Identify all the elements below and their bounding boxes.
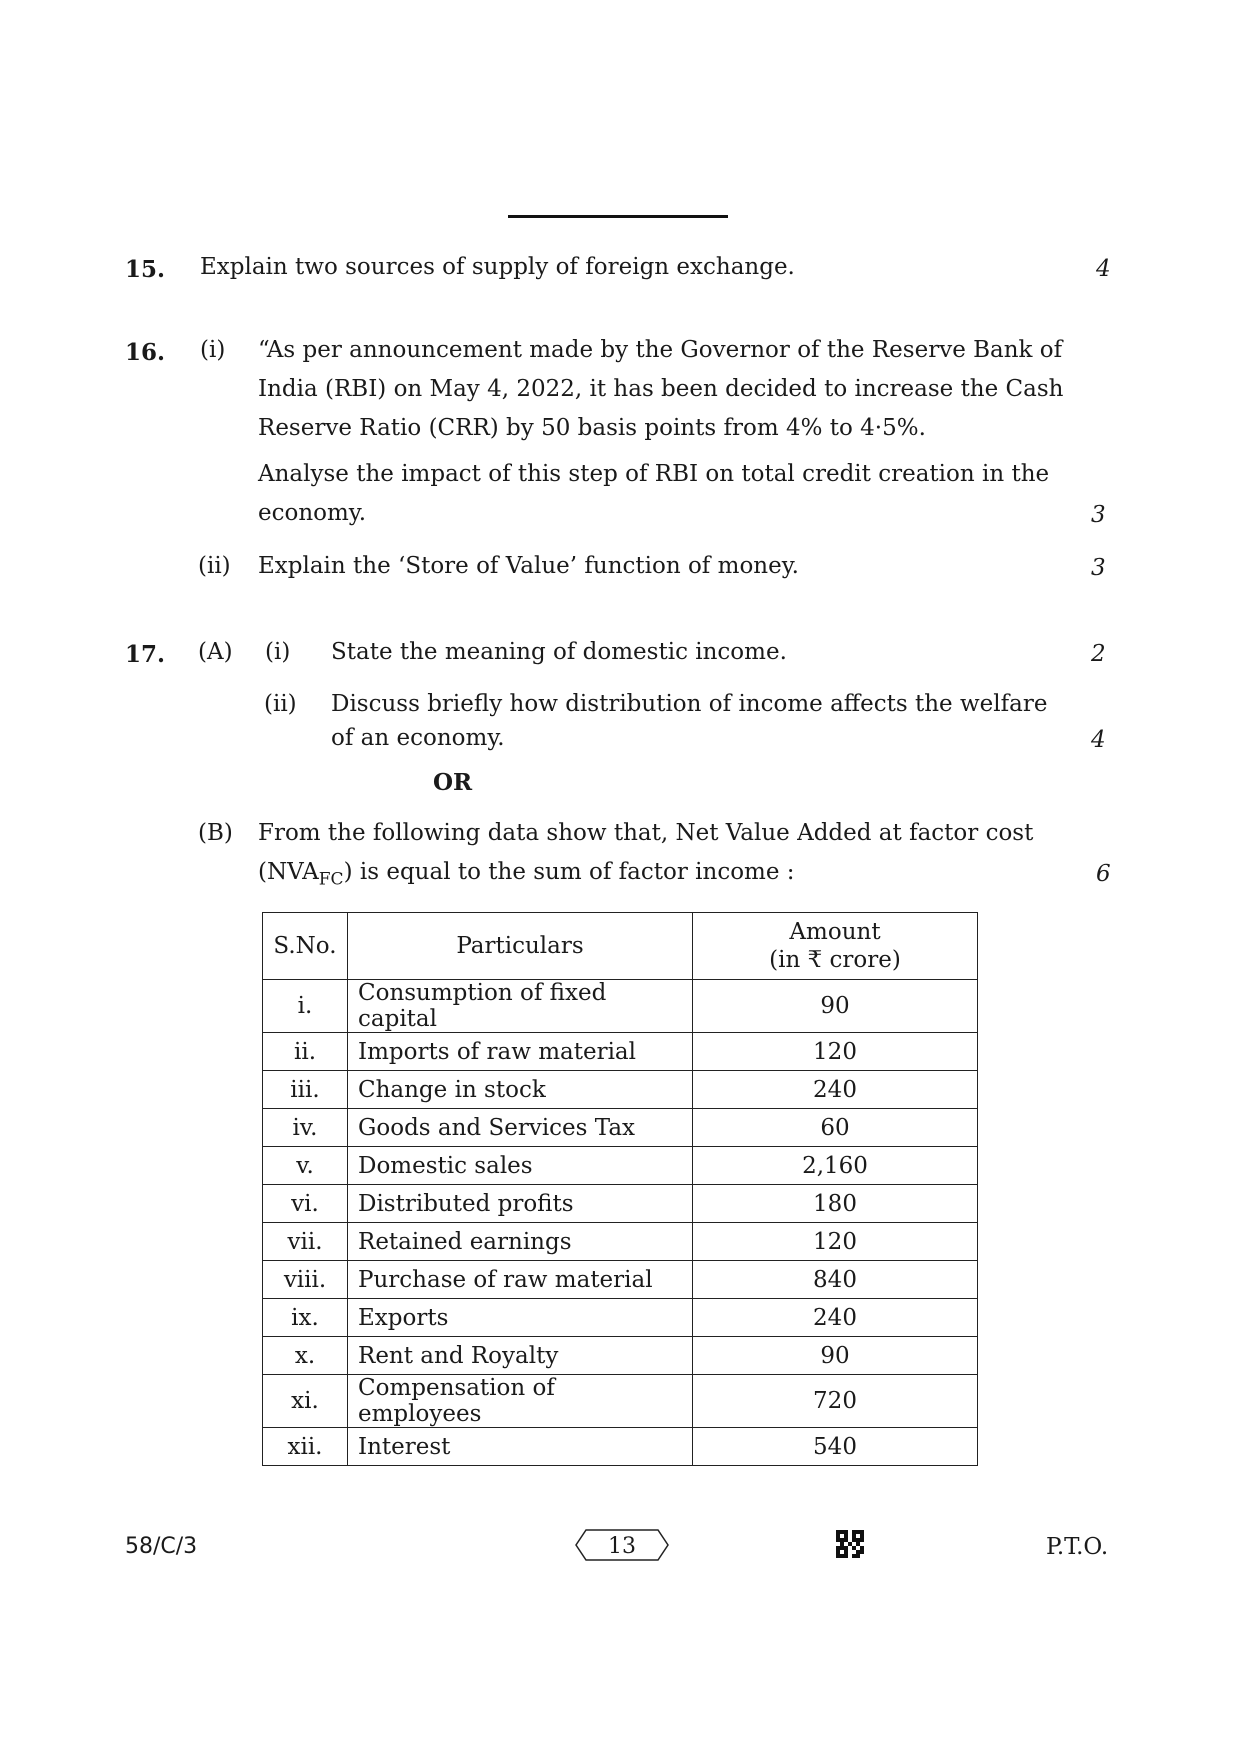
row-sno: vii.: [263, 1223, 348, 1261]
row-amount: 60: [693, 1109, 978, 1147]
row-sno: xii.: [263, 1428, 348, 1466]
question-17-b-line-2: [258, 861, 795, 889]
table-row: [263, 1375, 978, 1428]
question-17-a-i-marks: 2: [1091, 641, 1106, 667]
table-row: [263, 1185, 978, 1223]
qr-code-icon: [836, 1530, 864, 1558]
header-amount: [693, 913, 978, 980]
qr-module: [860, 1554, 864, 1558]
question-17-a-ii-line-2: of an economy.: [331, 725, 505, 751]
row-particular: Exports: [348, 1299, 693, 1337]
question-16-i-marks: 3: [1091, 502, 1106, 528]
row-sno: v.: [263, 1147, 348, 1185]
header-amount-line-1: Amount: [789, 919, 881, 945]
row-amount: 120: [693, 1223, 978, 1261]
row-amount: 90: [693, 980, 978, 1033]
question-17-b-line-1: From the following data show that, Net Value Added at factor cost: [258, 820, 1034, 846]
row-particular: Goods and Services Tax: [348, 1109, 693, 1147]
table-row: [263, 980, 978, 1033]
table-row: [263, 1428, 978, 1466]
question-16-i-line-1: “As per announcement made by the Governor of the Reserve Bank of: [258, 337, 1063, 363]
nva-subscript: FC: [318, 869, 344, 890]
table-row: [263, 1071, 978, 1109]
table-row: [263, 1109, 978, 1147]
question-16-ii-marks: 3: [1091, 555, 1106, 581]
question-17-b-marks: 6: [1096, 861, 1111, 887]
table-row: [263, 1147, 978, 1185]
row-sno: iii.: [263, 1071, 348, 1109]
row-sno: i.: [263, 980, 348, 1033]
nva-suffix: ) is equal to the sum of factor income :: [343, 859, 795, 885]
row-amount: 120: [693, 1033, 978, 1071]
row-sno: xi.: [263, 1375, 348, 1428]
header-amount-line-2: (in ₹ crore): [769, 947, 901, 973]
row-sno: x.: [263, 1337, 348, 1375]
question-number-16: 16.: [125, 339, 166, 366]
row-particular: Domestic sales: [348, 1147, 693, 1185]
header-particulars: Particulars: [348, 913, 693, 980]
question-17-a-ii-line-1: Discuss briefly how distribution of income affects the welfare: [331, 691, 1048, 717]
question-17-a-i-text: State the meaning of domestic income.: [331, 639, 787, 665]
row-sno: ix.: [263, 1299, 348, 1337]
pto-label: P.T.O.: [1046, 1534, 1109, 1560]
question-16-part-ii-label: (ii): [198, 553, 231, 579]
question-17-a-ii-marks: 4: [1091, 727, 1106, 753]
question-15-marks: 4: [1096, 256, 1111, 282]
question-17-part-b-label: (B): [198, 820, 233, 846]
row-amount: 240: [693, 1299, 978, 1337]
question-number-17: 17.: [125, 641, 166, 668]
question-17-part-a-label: (A): [198, 639, 233, 665]
row-sno: iv.: [263, 1109, 348, 1147]
row-particular: Purchase of raw material: [348, 1261, 693, 1299]
question-16-part-i-label: (i): [200, 337, 226, 363]
row-amount: 90: [693, 1337, 978, 1375]
table-row: [263, 1337, 978, 1375]
row-sno: vi.: [263, 1185, 348, 1223]
row-amount: 240: [693, 1071, 978, 1109]
row-particular: Interest: [348, 1428, 693, 1466]
page-number: 13: [608, 1534, 636, 1559]
table-row: [263, 1261, 978, 1299]
row-amount: 180: [693, 1185, 978, 1223]
question-16-ii-text: Explain the ‘Store of Value’ function of money.: [258, 553, 799, 579]
row-amount: 840: [693, 1261, 978, 1299]
question-16-i-line-2: India (RBI) on May 4, 2022, it has been decided to increase the Cash: [258, 376, 1064, 402]
row-particular: Consumption of fixed capital: [348, 980, 693, 1033]
header-sno: S.No.: [263, 913, 348, 980]
row-particular: Distributed profits: [348, 1185, 693, 1223]
factor-income-table: [262, 912, 978, 1466]
paper-code: 58/C/3: [125, 1534, 198, 1559]
row-amount: 2,160: [693, 1147, 978, 1185]
question-16-i-line-3: Reserve Ratio (CRR) by 50 basis points from 4% to 4·5%.: [258, 415, 926, 441]
page-number-badge: [574, 1528, 670, 1562]
row-sno: ii.: [263, 1033, 348, 1071]
row-particular: Imports of raw material: [348, 1033, 693, 1071]
row-particular: Compensation of employees: [348, 1375, 693, 1428]
row-particular: Rent and Royalty: [348, 1337, 693, 1375]
question-16-i-line-4: Analyse the impact of this step of RBI on total credit creation in the: [258, 461, 1050, 487]
section-divider: [508, 215, 728, 218]
or-separator: OR: [433, 769, 473, 796]
question-number-15: 15.: [125, 256, 166, 283]
table-row: [263, 1223, 978, 1261]
row-particular: Change in stock: [348, 1071, 693, 1109]
question-17-a-i-label: (i): [265, 639, 291, 665]
table-header-row: [263, 913, 978, 980]
question-15-text: Explain two sources of supply of foreign exchange.: [200, 254, 795, 280]
table-row: [263, 1033, 978, 1071]
row-particular: Retained earnings: [348, 1223, 693, 1261]
nva-prefix: (NVA: [258, 859, 319, 885]
row-sno: viii.: [263, 1261, 348, 1299]
question-17-a-ii-label: (ii): [264, 691, 297, 717]
table-row: [263, 1299, 978, 1337]
question-16-i-line-5: economy.: [258, 500, 367, 526]
row-amount: 720: [693, 1375, 978, 1428]
row-amount: 540: [693, 1428, 978, 1466]
